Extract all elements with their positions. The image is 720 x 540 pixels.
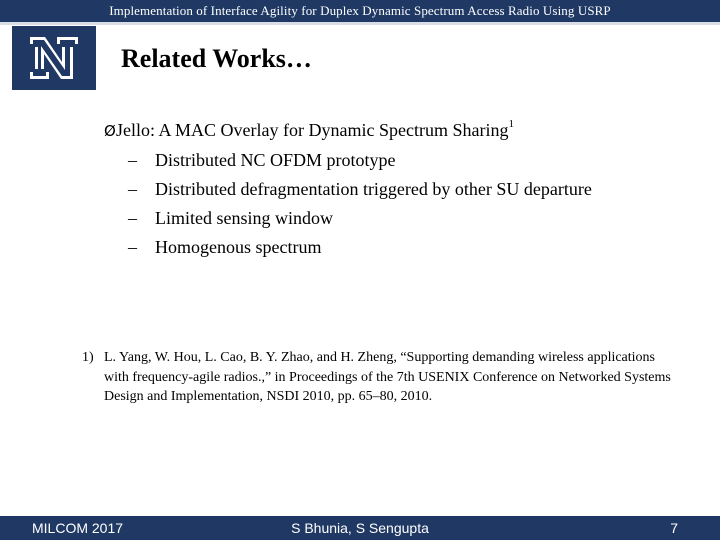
footer-bar (0, 516, 720, 540)
sub-bullet-text: Distributed NC OFDM prototype (155, 150, 396, 170)
header-divider (0, 22, 720, 25)
presentation-title: Implementation of Interface Agility for Duplex Dynamic Spectrum Access Radio Using USRP (109, 3, 611, 18)
arrow-bullet-icon: Ø (104, 122, 116, 140)
list-item (128, 149, 592, 178)
dash-bullet-icon: – (128, 237, 137, 257)
sub-bullet-text: Distributed defragmentation triggered by other SU departure (155, 179, 592, 199)
dash-bullet-icon: – (128, 208, 137, 228)
footer-conference: MILCOM 2017 (32, 520, 124, 536)
sub-bullet-text: Homogenous spectrum (155, 237, 322, 257)
reference-entry (82, 348, 682, 407)
main-bullet (104, 120, 514, 141)
list-item (128, 236, 592, 265)
slide-title: Related Works… (121, 44, 312, 73)
citation-marker: 1 (508, 118, 514, 130)
sub-bullet-list (128, 149, 592, 265)
reference-text: L. Yang, W. Hou, L. Cao, B. Y. Zhao, and H. Zheng, “Supporting demanding wireless applications with frequency-agile radios.,” in Proceedings of the 7th USENIX Conference on Networked Systems Design and Implementation, NSDI 2010, pp. 65–80, 2010. (104, 350, 671, 404)
reference-number: 1) (82, 350, 94, 365)
university-logo (12, 26, 96, 90)
sub-bullet-text: Limited sensing window (155, 208, 333, 228)
block-n-icon (12, 26, 96, 90)
list-item (128, 178, 592, 207)
dash-bullet-icon: – (128, 179, 137, 199)
footer-authors: S Bhunia, S Sengupta (291, 520, 429, 536)
main-bullet-text: Jello: A MAC Overlay for Dynamic Spectrum Sharing (116, 120, 509, 140)
dash-bullet-icon: – (128, 150, 137, 170)
list-item (128, 207, 592, 236)
header-bar (0, 0, 720, 22)
slide-number: 7 (670, 520, 678, 536)
